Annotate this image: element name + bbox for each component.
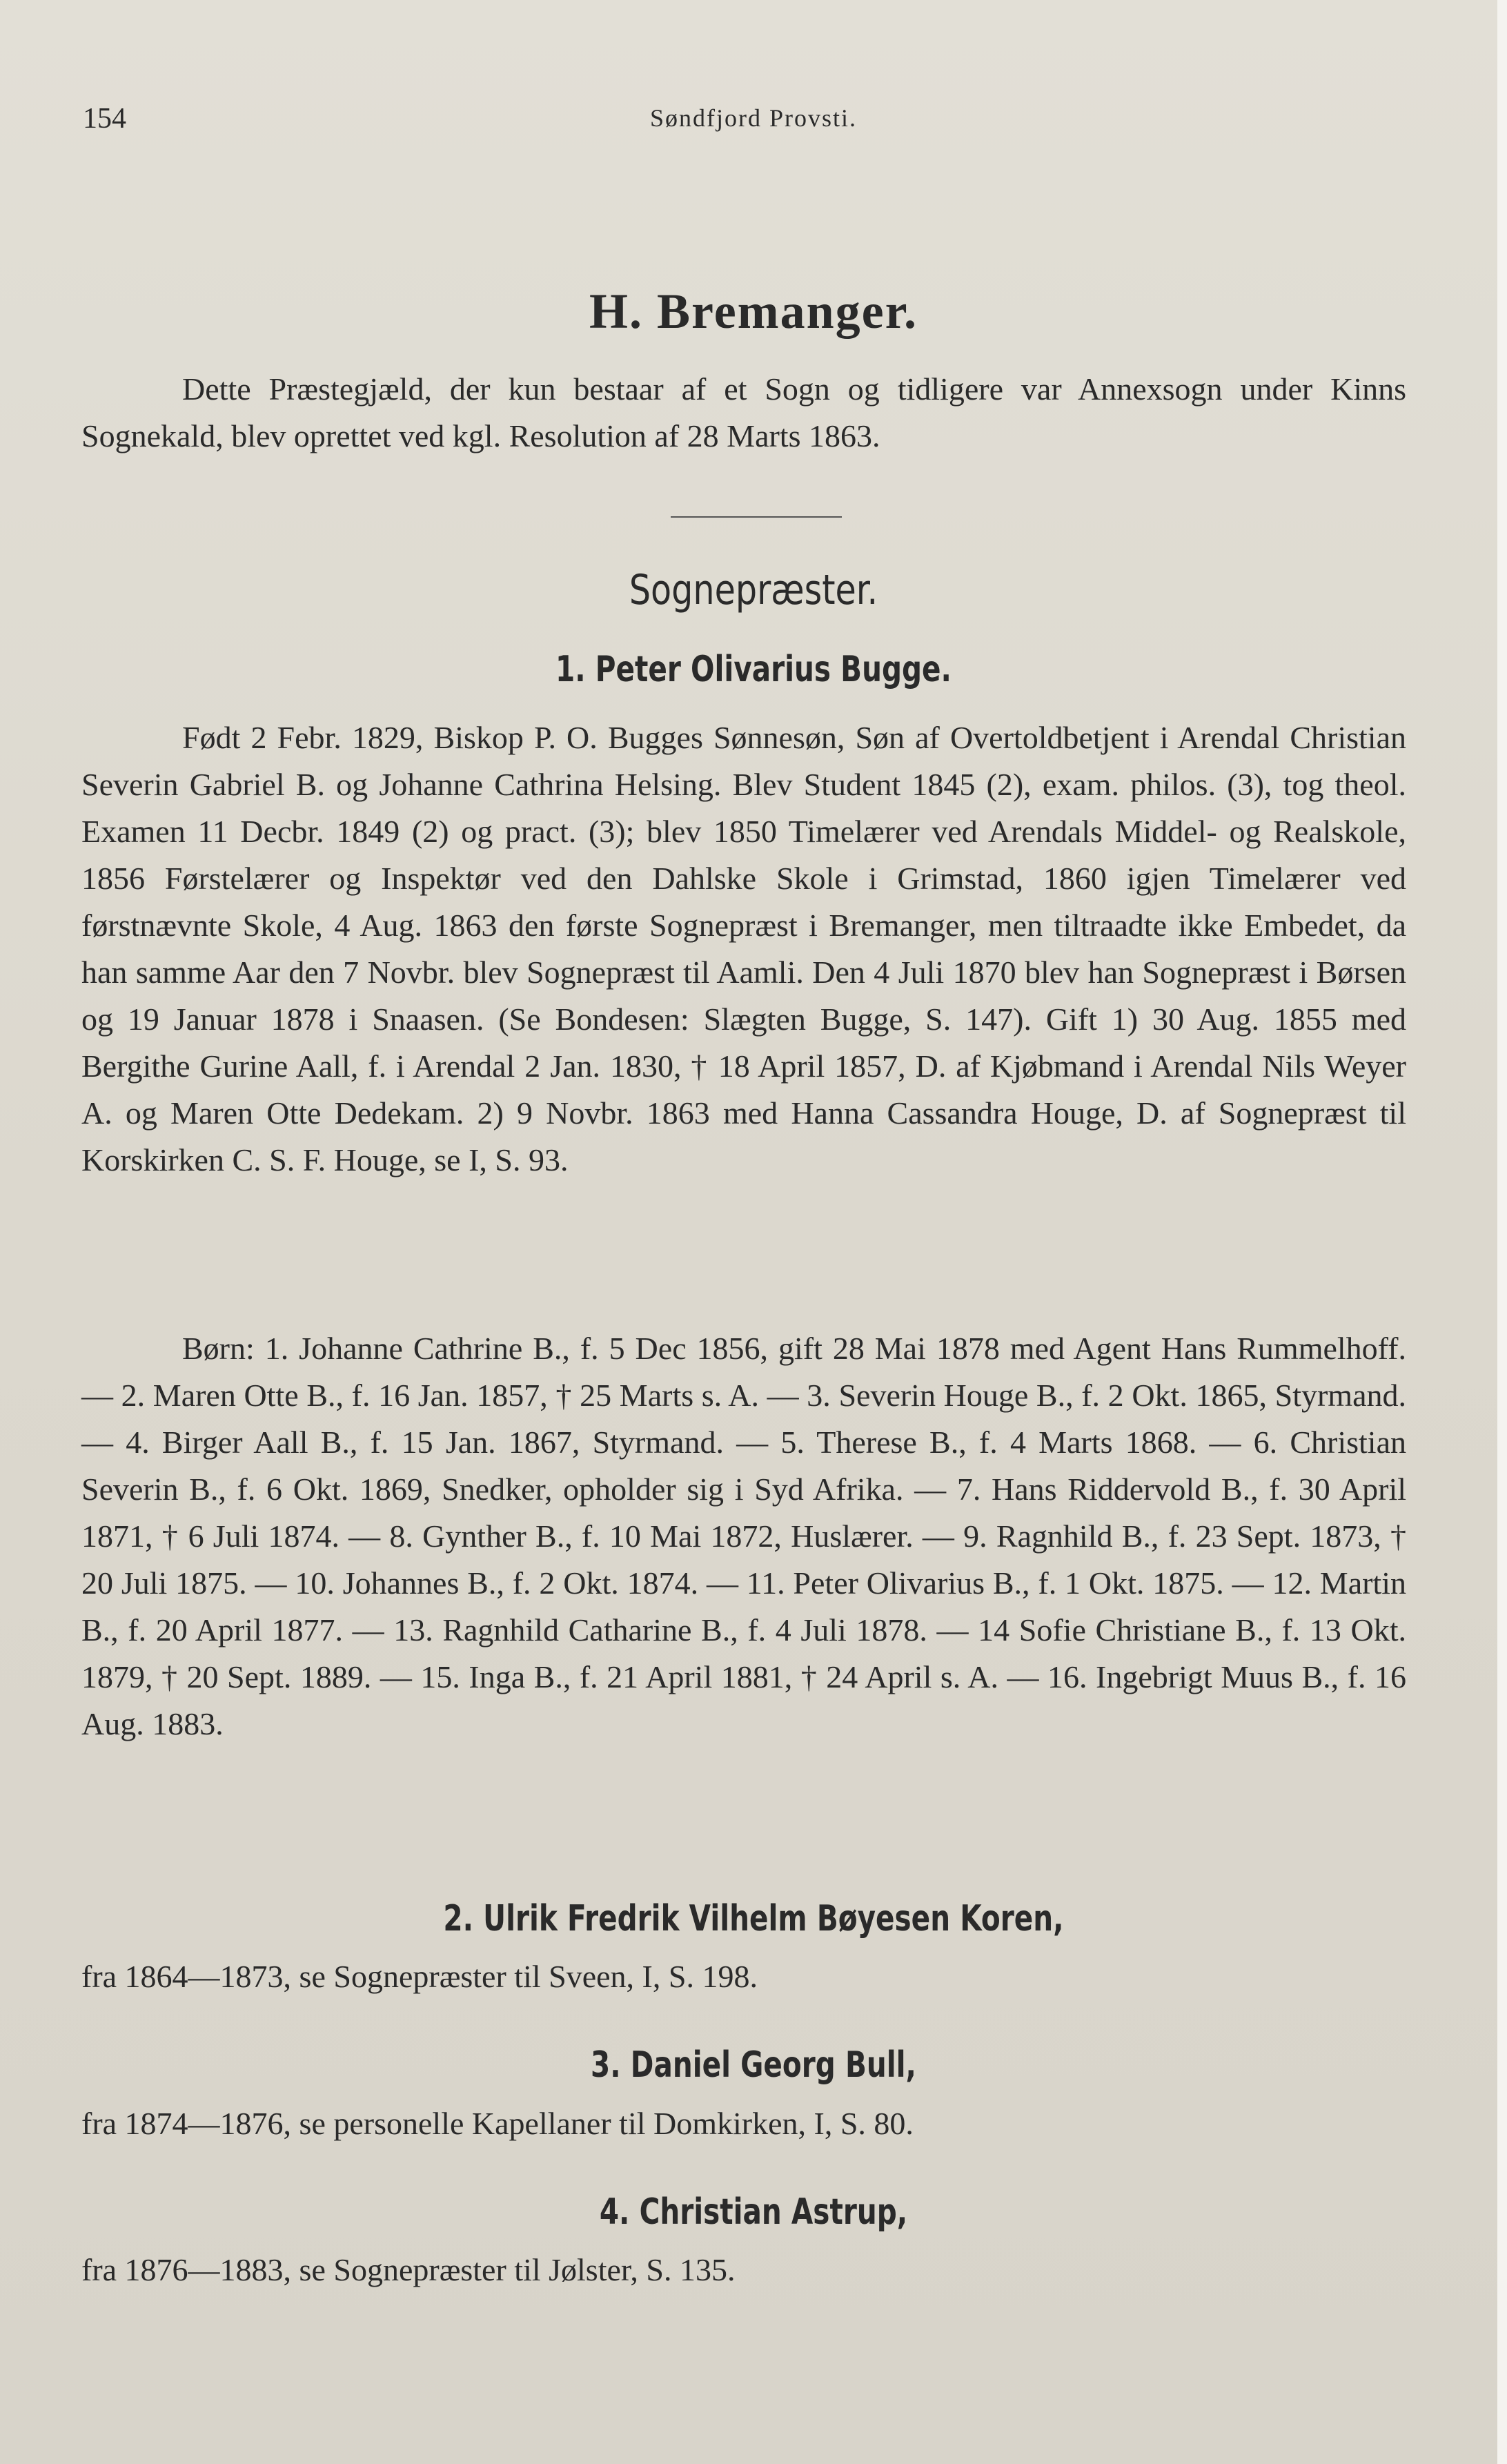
page-edge — [1497, 0, 1507, 2464]
section-intro: Dette Præstegjæld, der kun bestaar af et Sogn og tidligere var Annexsogn under Kinns Sognekald, blev oprettet ved kgl. Resolution af 28 Marts 1863. — [81, 371, 1406, 453]
page-number: 154 — [83, 103, 126, 135]
entry-3-text: fra 1874—1876, se personelle Kapellaner til Domkirken, I, S. 80. — [81, 2106, 914, 2141]
entry-heading-1: 1. Peter Olivarius Bugge. — [555, 649, 952, 690]
section-title: H. Bremanger. — [589, 284, 918, 339]
entry-heading-2: 2. Ulrik Fredrik Vilhelm Bøyesen Koren, — [443, 1898, 1064, 1939]
entry-4-text: fra 1876—1883, se Sognepræster til Jølster, S. 135. — [81, 2252, 736, 2287]
group-heading: Sognepræster. — [629, 566, 878, 614]
entry-1-biography: Født 2 Febr. 1829, Biskop P. O. Bugges Sønnesøn, Søn af Overtoldbetjent i Arendal Christian Severin Gabriel B. og Johanne Cathrina Helsing. Blev Student 1845 (2), exam. philos. (3), tog theol. Examen 11 Decbr. 1849 (2) og pract. (3); blev 1850 Timelærer ved Arendals Middel- og Realskole, 1856 Førstelærer og Inspektør ved den Dahlske Skole i Grimstad, 1860 igjen Timelærer ved førstnævnte Skole, 4 Aug. 1863 den første Sognepræst i Bremanger, men tiltraadte ikke Embedet, da han samme Aar den 7 Novbr. blev Sognepræst til Aamli. Den 4 Juli 1870 blev han Sognepræst i Børsen og 19 Januar 1878 i Snaasen. (Se Bondesen: Slægten Bugge, S. 147). Gift 1) 30 Aug. 1855 med Bergithe Gurine Aall, f. i Arendal 2 Jan. 1830, † 18 April 1857, D. af Kjøbmand i Arendal Nils Weyer A. og Maren Otte Dedekam. 2) 9 Novbr. 1863 med Hanna Cassandra Houge, D. af Sognepræst til Korskirken C. S. F. Houge, se I, S. 93. — [81, 720, 1406, 1177]
entry-heading-4: 4. Christian Astrup, — [599, 2191, 908, 2233]
entry-2-text: fra 1864—1873, se Sognepræster til Sveen, I, S. 198. — [81, 1959, 758, 1994]
entry-heading-3: 3. Daniel Georg Bull, — [591, 2044, 916, 2086]
entry-1-children: Børn: 1. Johanne Cathrine B., f. 5 Dec 1856, gift 28 Mai 1878 med Agent Hans Rummelhoff. — 2. Maren Otte B., f. 16 Jan. 1857, † 25 Marts s. A. — 3. Severin Houge B., f. 2 Okt. 1865, Styrmand. — 4. Birger Aall B., f. 15 Jan. 1867, Styrmand. — 5. Therese B., f. 4 Marts 1868. — 6. Christian Severin B., f. 6 Okt. 1869, Snedker, opholder sig i Syd Afrika. — 7. Hans Riddervold B., f. 30 April 1871, † 6 Juli 1874. — 8. Gynther B., f. 10 Mai 1872, Huslærer. — 9. Ragnhild B., f. 23 Sept. 1873, † 20 Juli 1875. — 10. Johannes B., f. 2 Okt. 1874. — 11. Peter Olivarius B., f. 1 Okt. 1875. — 12. Martin B., f. 20 April 1877. — 13. Ragnhild Catharine B., f. 4 Juli 1878. — 14 Sofie Christiane B., f. 13 Okt. 1879, † 20 Sept. 1889. — 15. Inga B., f. 21 April 1881, † 24 April s. A. — 16. Ingebrigt Muus B., f. 16 Aug. 1883. — [81, 1331, 1406, 1741]
divider-rule — [671, 516, 842, 518]
running-title: Søndfjord Provsti. — [649, 104, 858, 132]
